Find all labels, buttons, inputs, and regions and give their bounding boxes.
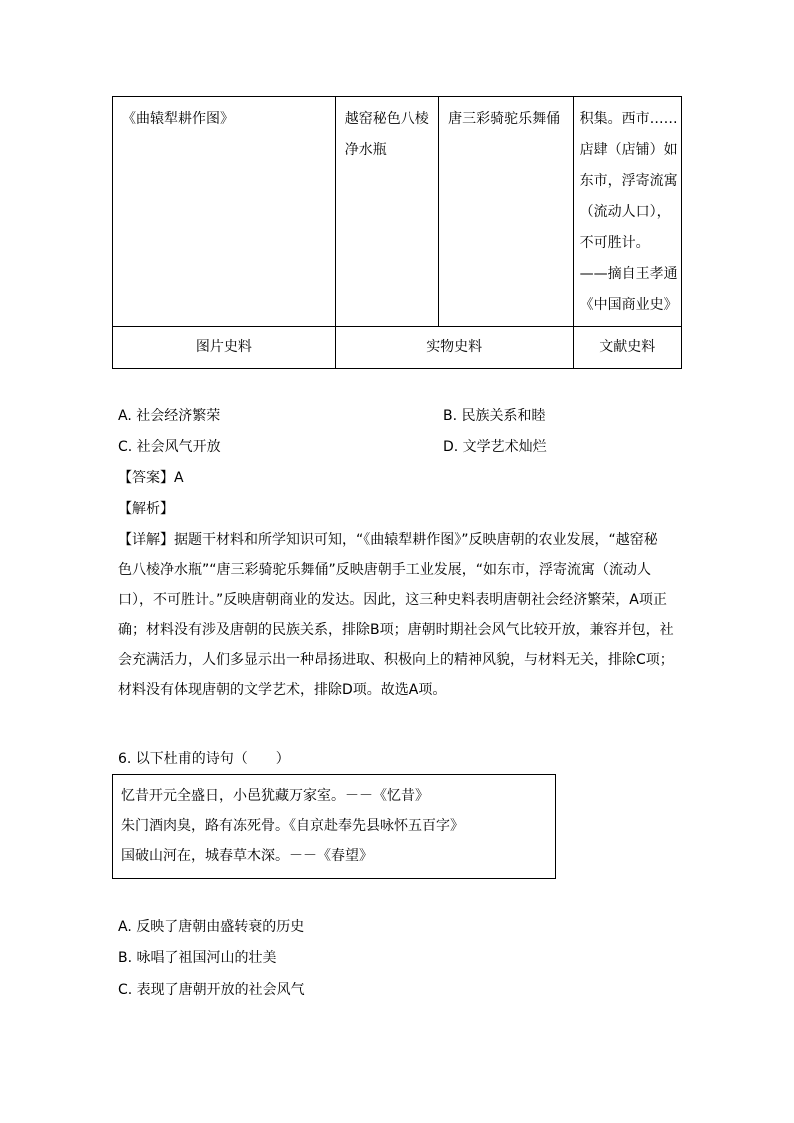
detail-line: 口），不可胜计。”反映唐朝商业的发达。因此，这三种史料表明唐朝社会经济繁荣，A项正 (118, 592, 667, 608)
q5-option-b: B. 民族关系和睦 (443, 408, 546, 424)
poem-line: 忆昔开元全盛日，小邑犹藏万家室。－－《忆昔》 (121, 788, 429, 804)
cell-document-source (573, 97, 681, 327)
cell-line: 净水瓶 (344, 142, 387, 158)
detail-line: 会充满活力，人们多显示出一种昂扬进取、积极向上的精神风貌，与材料无关，排除C项； (118, 652, 674, 668)
cell-line: 积集。西市…… (579, 111, 678, 127)
cell-line: 《中国商业史》 (579, 297, 678, 313)
q5-option-c: C. 社会风气开放 (118, 439, 221, 455)
q6-poem-box (112, 774, 556, 879)
q5-analysis-title: 【解析】 (118, 501, 174, 517)
q5-detail (118, 525, 682, 705)
q6-option-c: C. 表现了唐朝开放的社会风气 (118, 982, 305, 998)
cell-line: 店肆（店铺）如 (579, 142, 678, 158)
cell-line: 东市，浮寄流寓 (579, 173, 678, 189)
cell-line: 唐三彩骑驼乐舞俑 (448, 111, 561, 127)
cell-line: 越窑秘色八棱 (344, 111, 429, 127)
detail-line: 材料没有体现唐朝的文学艺术，排除D项。故选A项。 (118, 682, 447, 698)
q5-option-a: A. 社会经济繁荣 (118, 408, 221, 424)
detail-line: 确；材料没有涉及唐朝的民族关系，排除B项；唐朝时期社会风气比较开放，兼容并包，社 (118, 622, 674, 638)
q6-stem: 6. 以下杜甫的诗句（ ） (118, 751, 290, 767)
source-table (112, 96, 682, 369)
detail-line: 【详解】据题干材料和所学知识可知，“《曲辕犁耕作图》”反映唐朝的农业发展，“越窑秘 (118, 532, 658, 548)
cell-line: （流动人口）， (579, 204, 671, 220)
cell-object-source-2 (439, 97, 573, 327)
cell-object-source-1 (335, 97, 438, 327)
poem-line: 国破山河在，城春草木深。－－《春望》 (121, 848, 373, 864)
q5-answer: 【答案】A (118, 470, 184, 486)
cell-line: 《曲辕犁耕作图》 (122, 111, 234, 127)
detail-line: 色八棱净水瓶”“唐三彩骑驼乐舞俑”反映唐朝手工业发展，“如东市，浮寄流寓（流动人 (118, 562, 652, 578)
poem-line: 朱门酒肉臭，路有冻死骨。《自京赴奉先县咏怀五百字》 (121, 818, 464, 834)
cell-line: ——摘自王孝通 (579, 266, 678, 282)
q6-option-a: A. 反映了唐朝由盛转衰的历史 (118, 919, 305, 935)
label-picture-source: 图片史料 (113, 327, 336, 369)
cell-line: 不可胜计。 (579, 235, 650, 251)
label-document-source: 文献史料 (573, 327, 681, 369)
label-object-source: 实物史料 (335, 327, 573, 369)
q6-option-b: B. 咏唱了祖国河山的壮美 (118, 950, 277, 966)
cell-picture-source (113, 97, 336, 327)
q5-option-d: D. 文学艺术灿烂 (443, 439, 547, 455)
